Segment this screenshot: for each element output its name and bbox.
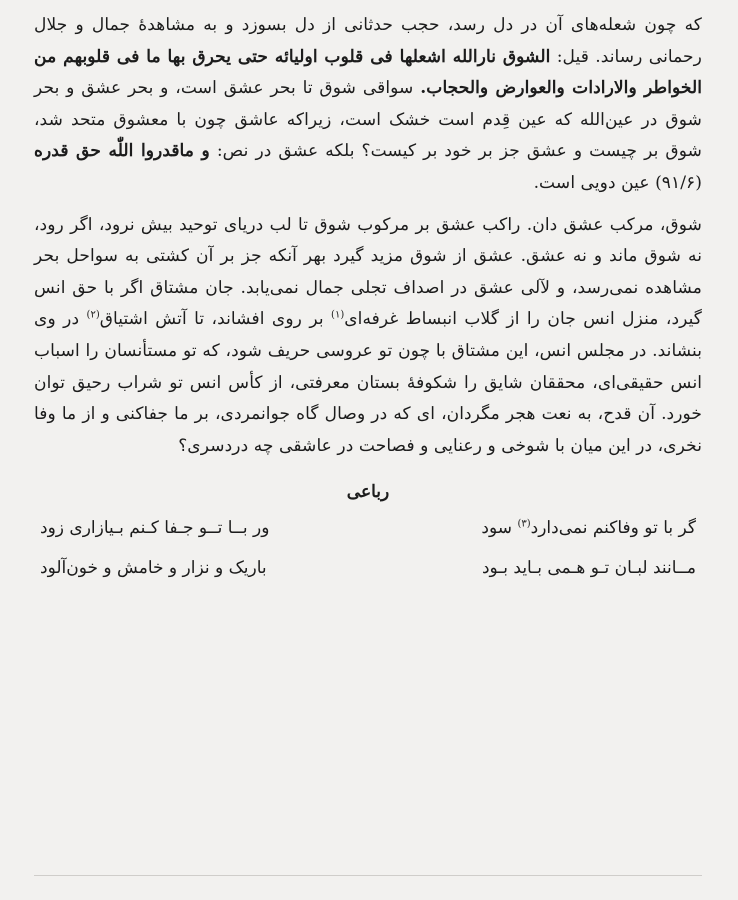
verse-1-hemistich-1-end: سود (481, 518, 518, 539)
verse-line-2 (34, 548, 702, 588)
paragraph-2 (34, 210, 702, 463)
footnote-marker-1: (۱) (331, 309, 345, 321)
paragraph-1 (34, 10, 702, 200)
verse-1-hemistich-1-text: گر با تو وفاکنم نمی‌دارد (530, 518, 696, 539)
footnote-marker-2: (۲) (86, 309, 100, 321)
paragraph-1-text-d: (۹۱/۶) عین دویی است. (533, 172, 702, 193)
quran-quote-bold: و ماقدروا اللّٰه حق قدره (34, 141, 210, 162)
paragraph-1-text-c: سواقی شوق تا بحر عشق است، و بحر عشق و بحر شوق در عین‌الله که عین قِدم است خشک است، زیراکه عاشق چون با معشوق متحد شد، شوق بر چیست و عشق جز بر خود بر کیست؟ بلکه عشق در نص: (34, 78, 702, 162)
page-bottom-rule (34, 875, 702, 876)
verse-2-hemistich-1: مــانند لبـان تـو هـمی بـاید بـود (481, 558, 696, 579)
footnote-marker-3: (۳) (517, 518, 531, 530)
paragraph-2-text-b: بر روی افشاند، تا آتش اشتیاق (99, 309, 332, 330)
verse-1-hemistich-1 (481, 508, 696, 548)
arabic-quote-bold: الشوق نارالله اشعلها فی قلوب اولیائه حتی یحرق بها ما فی قلوبهم من الخواطر والارادات والعوارض والحجاب. (34, 46, 702, 99)
rubai-title: رباعی (346, 482, 390, 503)
verse-line-1 (34, 508, 702, 548)
verse-1-hemistich-2: ور بــا تــو جـفا کـنم بـیازاری زود (40, 518, 270, 539)
verse-2-hemistich-2: باریک و نزار و خامش و خون‌آلود (40, 558, 267, 579)
paragraph-2-text-a: شوق، مرکب عشق دان. راکب عشق بر مرکوب شوق تا لب دریای توحید بیش نرود، اگر رود، نه شوق ماند و نه عشق. عشق از شوق مزید گیرد بهر آنکه جز بر آن کشتی به سواحل بحر مشاهده نمی‌رسد، و لآلی عشق در اصداف تجلی جمال نمی‌یابد. جان مشتاق اگر با حق انس گیرد، منزل انس جان را از گلاب انبساط غرفه‌ای (34, 214, 702, 330)
paragraph-2-text-c: در وی بنشاند. در مجلس انس، این مشتاق با چون تو عروسی حریف شود، که تو مستأنسان را اسباب انس حقیقی‌ای، محققان شایق را شکوفهٔ بستان معرفتی، از کأس انس تو شراب رحیق توان خورد. آن قدح، به نعت هجر مگردان، ای که در وصال گاه جوانمردی، بر ما جفاکنی و از ما وفا نخری، در این میان با شوخی و رعنایی و فصاحت در عاشقی چه دردسری؟ (34, 309, 702, 456)
paragraph-1-text-a: که چون شعله‌های آن در دل رسد، حجب حدثانی از دل بسوزد و به مشاهدهٔ جمال و جلال رحمانی رساند. قیل: (34, 15, 702, 67)
